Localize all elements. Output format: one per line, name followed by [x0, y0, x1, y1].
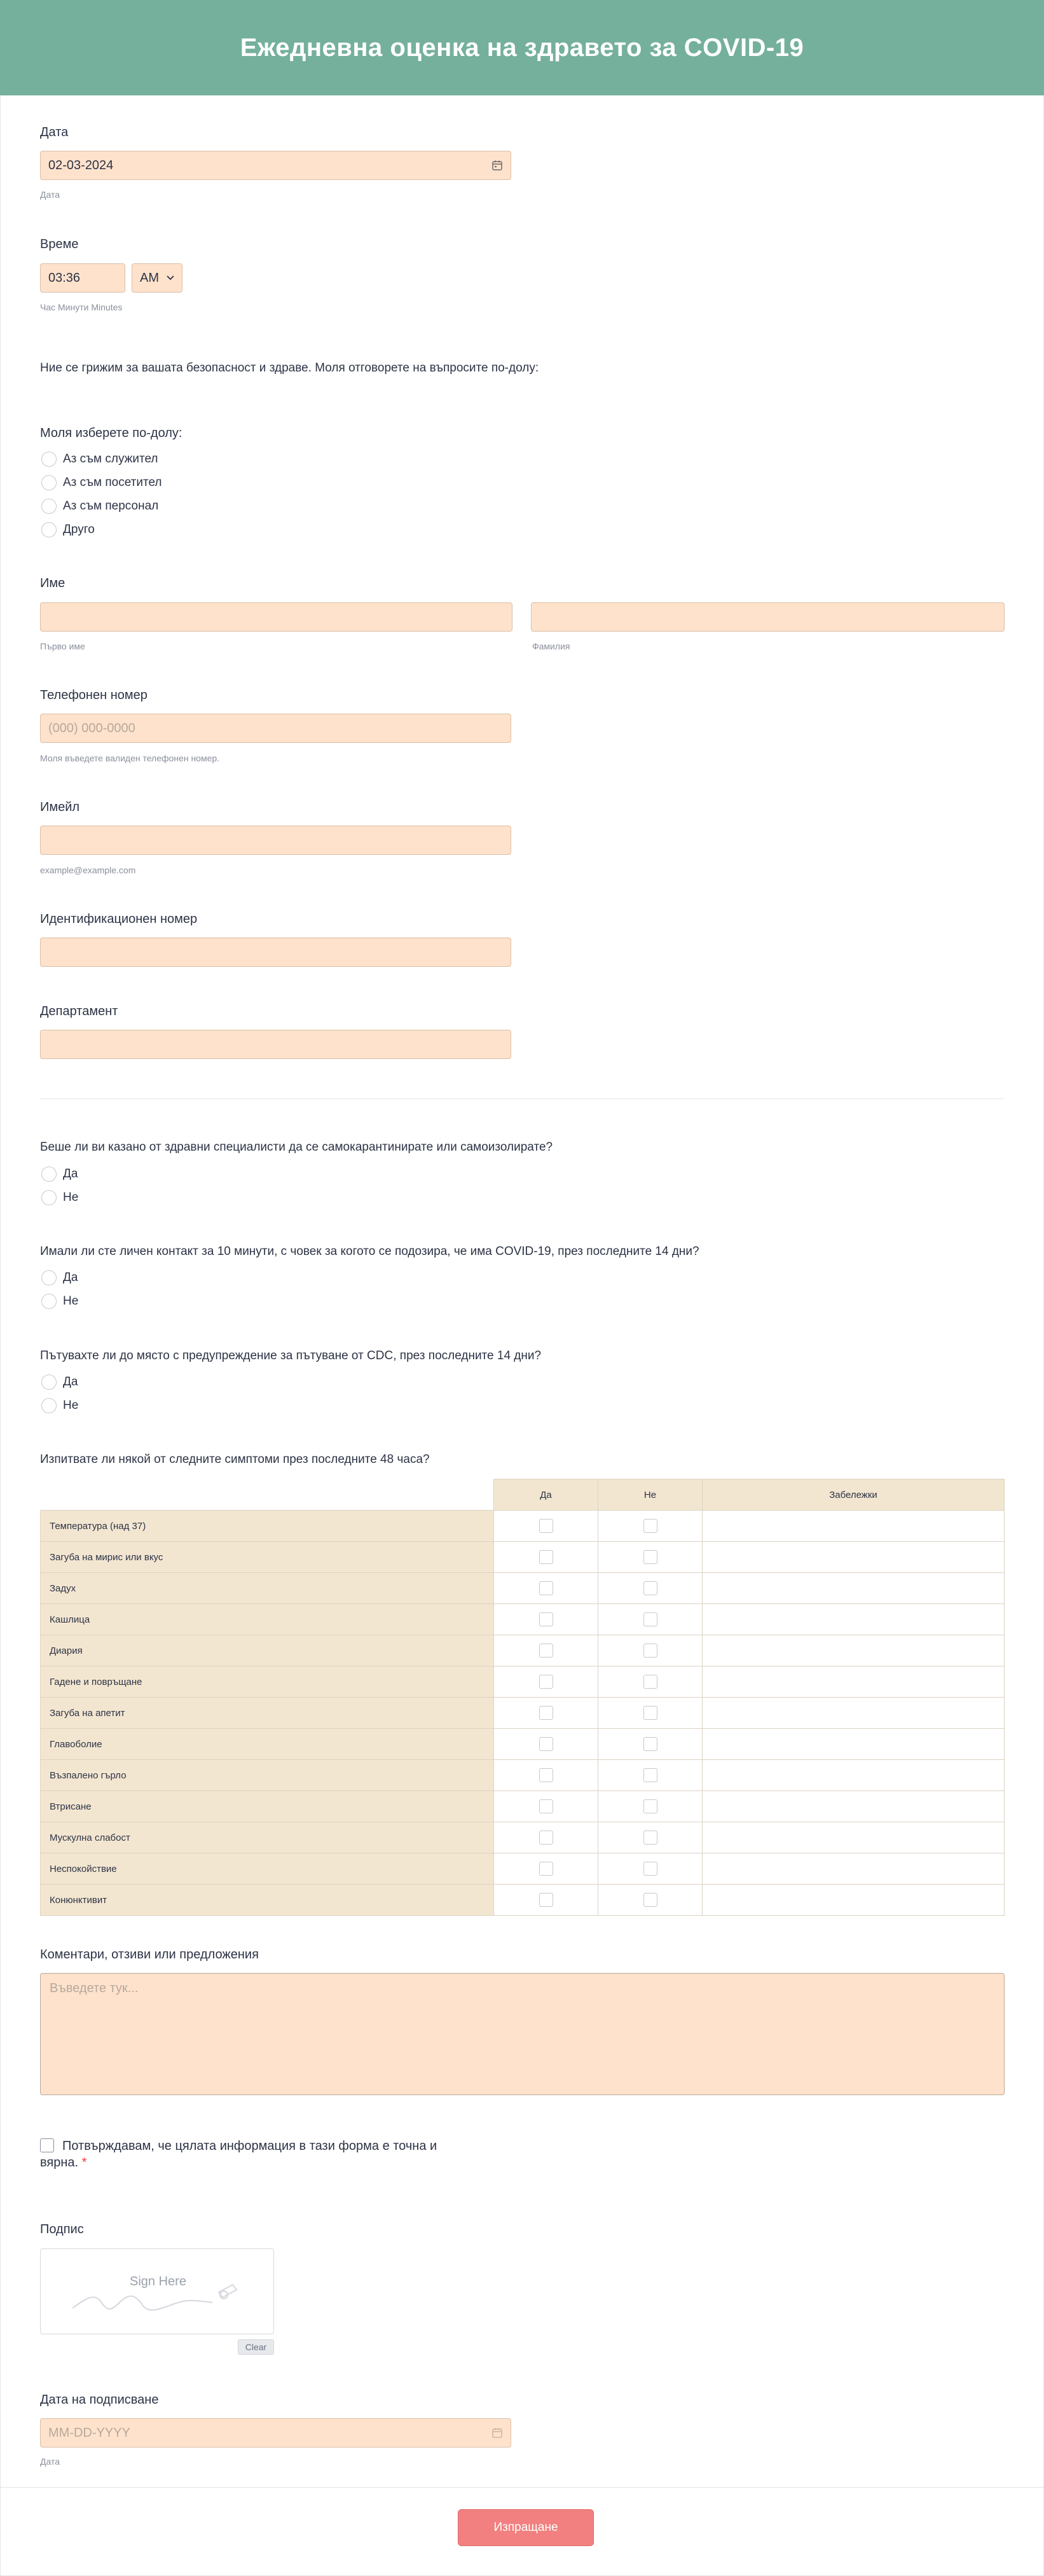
table-row [41, 1760, 1005, 1791]
symptom-label: Задух [41, 1573, 494, 1604]
symptom-no-checkbox[interactable] [643, 1550, 657, 1564]
signature-label: Подпис [40, 2222, 84, 2236]
sign-date-sublabel: Дата [40, 2456, 60, 2467]
matrix-col-no: Не [598, 1479, 703, 1511]
date-sublabel: Дата [40, 190, 60, 200]
role-option-visitor[interactable] [41, 475, 162, 490]
matrix-col-notes: Забележки [703, 1479, 1005, 1511]
phone-label: Телефонен номер [40, 688, 148, 702]
table-row [41, 1604, 1005, 1635]
phone-sublabel: Моля въведете валиден телефонен номер. [40, 753, 220, 763]
symptom-notes-input[interactable] [703, 1853, 1005, 1885]
ampm-select[interactable] [132, 263, 182, 293]
symptom-notes-input[interactable] [703, 1885, 1005, 1916]
phone-input[interactable] [40, 714, 511, 743]
radio-circle[interactable] [41, 1375, 57, 1390]
matrix-cell-yes [494, 1542, 598, 1573]
time-sublabel: Час Минути Minutes [40, 302, 123, 312]
travel-question-label: Пътувахте ли до място с предупреждение за пътуване от CDC, през последните 14 дни? [40, 1349, 542, 1362]
symptom-label: Загуба на мирис или вкус [41, 1542, 494, 1573]
symptom-yes-checkbox[interactable] [539, 1550, 553, 1564]
matrix-cell-yes [494, 1885, 598, 1916]
option-label: Да [63, 1375, 78, 1388]
matrix-cell-no [598, 1666, 703, 1698]
symptoms-matrix [40, 1479, 1005, 1916]
table-row [41, 1853, 1005, 1885]
signature-scribble-icon [66, 2273, 257, 2318]
radio-circle[interactable] [41, 1294, 57, 1309]
matrix-cell-yes [494, 1760, 598, 1791]
id-number-input[interactable] [40, 938, 511, 967]
date-value: 02-03-2024 [48, 158, 114, 172]
matrix-header-row [41, 1479, 1005, 1511]
radio-circle[interactable] [41, 522, 57, 537]
symptom-yes-checkbox[interactable] [539, 1612, 553, 1626]
contact-option-yes[interactable] [41, 1270, 78, 1285]
confirm-checkbox[interactable] [40, 2138, 54, 2152]
department-label: Департамент [40, 1004, 118, 1018]
comments-placeholder: Въведете тук... [50, 1981, 139, 1995]
option-label: Аз съм персонал [63, 499, 159, 513]
symptom-label: Главоболие [41, 1729, 494, 1760]
matrix-cell-yes [494, 1729, 598, 1760]
symptom-yes-checkbox[interactable] [539, 1737, 553, 1751]
radio-circle[interactable] [41, 1167, 57, 1182]
option-label: Да [63, 1167, 78, 1181]
table-row [41, 1822, 1005, 1853]
date-input[interactable] [40, 151, 511, 180]
table-row [41, 1511, 1005, 1542]
comments-textarea[interactable] [40, 1973, 1005, 2095]
matrix-cell-no [598, 1604, 703, 1635]
symptom-notes-input[interactable] [703, 1729, 1005, 1760]
section-divider [40, 1098, 1005, 1099]
matrix-cell-no [598, 1822, 703, 1853]
matrix-col-yes: Да [494, 1479, 598, 1511]
matrix-cell-yes [494, 1698, 598, 1729]
name-label: Име [40, 576, 65, 590]
symptom-yes-checkbox[interactable] [539, 1675, 553, 1689]
radio-circle[interactable] [41, 1190, 57, 1205]
symptom-label: Диария [41, 1635, 494, 1666]
phone-placeholder: (000) 000-0000 [48, 721, 135, 735]
option-label: Друго [63, 523, 95, 536]
radio-circle[interactable] [41, 475, 57, 490]
option-label: Аз съм служител [63, 452, 158, 466]
matrix-cell-no [598, 1542, 703, 1573]
intro-text: Ние се грижим за вашата безопасност и здраве. Моля отговорете на въпросите по-долу: [40, 361, 539, 375]
matrix-cell-no [598, 1573, 703, 1604]
role-option-other[interactable] [41, 522, 95, 537]
symptom-no-checkbox[interactable] [643, 1581, 657, 1595]
confirm-label-line2 [40, 2156, 86, 2170]
date-label: Дата [40, 125, 69, 139]
symptom-yes-checkbox[interactable] [539, 1768, 553, 1782]
confirm-label-line1: Потвърждавам, че цялата информация в тази форма е точна и [62, 2139, 437, 2153]
symptom-no-checkbox[interactable] [643, 1737, 657, 1751]
required-mark: * [81, 2156, 87, 2170]
matrix-cell-yes [494, 1635, 598, 1666]
symptom-label: Температура (над 37) [41, 1511, 494, 1542]
symptom-yes-checkbox[interactable] [539, 1519, 553, 1533]
radio-circle[interactable] [41, 452, 57, 467]
email-input[interactable] [40, 826, 511, 855]
matrix-cell-no [598, 1791, 703, 1822]
sign-date-placeholder: MM-DD-YYYY [48, 2425, 130, 2440]
last-name-input[interactable] [531, 602, 1005, 632]
symptom-notes-input[interactable] [703, 1542, 1005, 1573]
option-label: Не [63, 1191, 79, 1204]
signature-clear-button[interactable]: Clear [238, 2339, 274, 2355]
symptom-yes-checkbox[interactable] [539, 1581, 553, 1595]
matrix-cell-no [598, 1885, 703, 1916]
symptom-label: Конюнктивит [41, 1885, 494, 1916]
symptom-notes-input[interactable] [703, 1604, 1005, 1635]
symptom-no-checkbox[interactable] [643, 1893, 657, 1907]
ampm-value: AM [140, 270, 159, 285]
matrix-cell-yes [494, 1511, 598, 1542]
table-row [41, 1542, 1005, 1573]
role-option-employee[interactable] [41, 452, 158, 467]
matrix-cell-yes [494, 1604, 598, 1635]
symptom-label: Втрисане [41, 1791, 494, 1822]
time-hour-minute-input[interactable] [40, 263, 125, 293]
matrix-cell-yes [494, 1791, 598, 1822]
matrix-corner [41, 1479, 494, 1511]
table-row [41, 1635, 1005, 1666]
option-label: Не [63, 1294, 79, 1308]
comments-label: Коментари, отзиви или предложения [40, 1948, 259, 1962]
matrix-cell-yes [494, 1666, 598, 1698]
symptom-yes-checkbox[interactable] [539, 1831, 553, 1845]
chevron-down-icon [167, 275, 174, 280]
matrix-cell-no [598, 1853, 703, 1885]
last-name-sublabel: Фамилия [532, 641, 570, 651]
travel-option-yes[interactable] [41, 1375, 78, 1390]
symptom-no-checkbox[interactable] [643, 1519, 657, 1533]
matrix-cell-yes [494, 1822, 598, 1853]
time-value: 03:36 [48, 270, 81, 285]
matrix-cell-no [598, 1511, 703, 1542]
first-name-sublabel: Първо име [40, 641, 85, 651]
symptom-yes-checkbox[interactable] [539, 1706, 553, 1720]
form-header [0, 0, 1044, 95]
email-label: Имейл [40, 800, 80, 814]
symptom-no-checkbox[interactable] [643, 1675, 657, 1689]
matrix-cell-no [598, 1729, 703, 1760]
id-number-label: Идентификационен номер [40, 912, 198, 926]
role-option-staff[interactable] [41, 499, 158, 514]
symptom-label: Кашлица [41, 1604, 494, 1635]
contact-question-label: Имали ли сте личен контакт за 10 минути, с човек за когото се подозира, че има COVID-19, през последните 14 дни? [40, 1245, 699, 1258]
form-title: Ежедневна оценка на здравето за COVID-19 [240, 33, 804, 62]
symptom-yes-checkbox[interactable] [539, 1799, 553, 1813]
table-row [41, 1698, 1005, 1729]
matrix-cell-no [598, 1635, 703, 1666]
symptom-yes-checkbox[interactable] [539, 1862, 553, 1876]
symptom-notes-input[interactable] [703, 1698, 1005, 1729]
symptom-no-checkbox[interactable] [643, 1768, 657, 1782]
travel-option-no[interactable] [41, 1398, 78, 1413]
radio-circle[interactable] [41, 1398, 57, 1413]
symptom-label: Гадене и повръщане [41, 1666, 494, 1698]
symptom-no-checkbox[interactable] [643, 1644, 657, 1658]
signature-pad[interactable] [40, 2248, 274, 2334]
radio-circle[interactable] [41, 1270, 57, 1285]
table-row [41, 1729, 1005, 1760]
symptom-label: Мускулна слабост [41, 1822, 494, 1853]
symptom-label: Възпалено гърло [41, 1760, 494, 1791]
symptom-notes-input[interactable] [703, 1822, 1005, 1853]
symptom-yes-checkbox[interactable] [539, 1644, 553, 1658]
matrix-cell-yes [494, 1573, 598, 1604]
calendar-icon[interactable] [491, 2427, 503, 2439]
time-label: Време [40, 237, 79, 251]
symptom-no-checkbox[interactable] [643, 1799, 657, 1813]
quarantine-option-no[interactable] [41, 1190, 78, 1205]
table-row [41, 1573, 1005, 1604]
symptom-notes-input[interactable] [703, 1666, 1005, 1698]
matrix-cell-yes [494, 1853, 598, 1885]
signature-pad-hint: Sign Here [130, 2275, 186, 2289]
symptom-no-checkbox[interactable] [643, 1612, 657, 1626]
symptom-yes-checkbox[interactable] [539, 1893, 553, 1907]
submit-button[interactable]: Изпращане [458, 2509, 594, 2546]
symptom-no-checkbox[interactable] [643, 1862, 657, 1876]
table-row [41, 1666, 1005, 1698]
contact-option-no[interactable] [41, 1294, 78, 1309]
table-row [41, 1791, 1005, 1822]
email-sublabel: example@example.com [40, 865, 136, 875]
matrix-cell-no [598, 1760, 703, 1791]
first-name-input[interactable] [40, 602, 512, 632]
option-label: Аз съм посетител [63, 476, 162, 489]
matrix-cell-no [598, 1698, 703, 1729]
symptom-label: Неспокойствие [41, 1853, 494, 1885]
role-label: Моля изберете по-долу: [40, 426, 182, 440]
sign-date-input[interactable] [40, 2418, 511, 2448]
table-row [41, 1885, 1005, 1916]
symptom-notes-input[interactable] [703, 1573, 1005, 1604]
option-label: Да [63, 1271, 78, 1284]
symptom-notes-input[interactable] [703, 1511, 1005, 1542]
confirm-text-tail: вярна. [40, 2156, 79, 2170]
sign-date-label: Дата на подписване [40, 2393, 159, 2407]
department-input[interactable] [40, 1030, 511, 1059]
symptom-no-checkbox[interactable] [643, 1706, 657, 1720]
option-label: Не [63, 1399, 79, 1412]
symptoms-question-label: Изпитвате ли някой от следните симптоми през последните 48 часа? [40, 1453, 430, 1466]
quarantine-option-yes[interactable] [41, 1167, 78, 1182]
symptom-no-checkbox[interactable] [643, 1831, 657, 1845]
symptom-label: Загуба на апетит [41, 1698, 494, 1729]
radio-circle[interactable] [41, 499, 57, 514]
footer-divider [0, 2487, 1044, 2488]
symptom-notes-input[interactable] [703, 1791, 1005, 1822]
quarantine-question-label: Беше ли ви казано от здравни специалисти да се самокарантинирате или самоизолирате? [40, 1140, 553, 1154]
symptom-notes-input[interactable] [703, 1760, 1005, 1791]
calendar-icon[interactable] [491, 160, 503, 171]
symptom-notes-input[interactable] [703, 1635, 1005, 1666]
